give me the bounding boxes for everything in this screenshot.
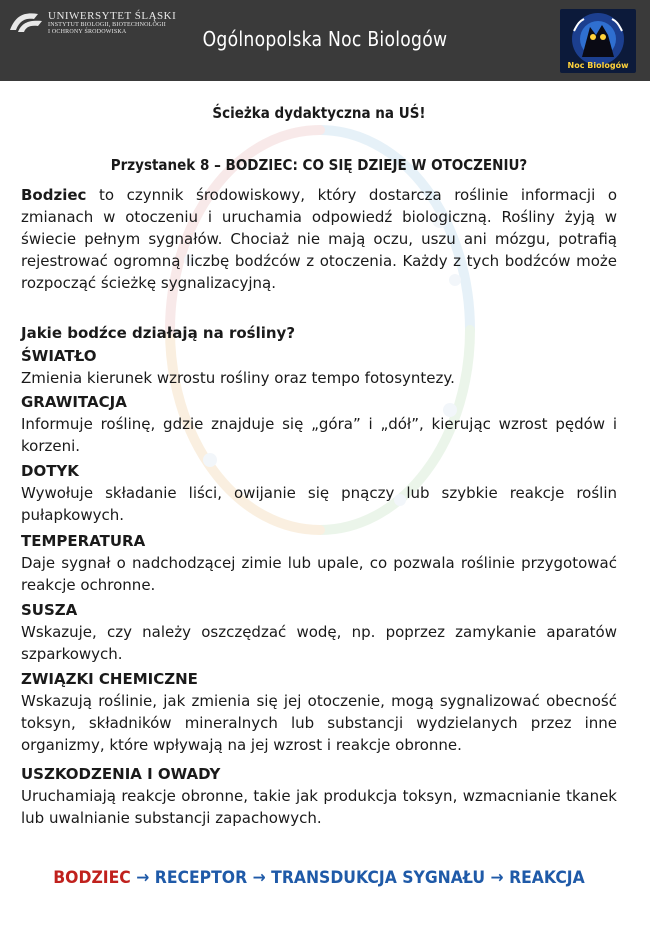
page-title: Ścieżka dydaktyczna na UŚ! bbox=[212, 104, 426, 122]
section-damage-insects bbox=[21, 763, 617, 829]
question-heading: Jakie bodźce działają na rośliny? bbox=[21, 324, 296, 342]
section-text: Wskazuje, czy należy oszczędzać wodę, np. poprzez zamykanie aparatów szparkowych. bbox=[21, 623, 617, 663]
university-name: UNIWERSYTET ŚLĄSKI bbox=[48, 10, 177, 22]
flow-arrow-icon: → bbox=[252, 868, 266, 888]
flow-step-reaction: REAKCJA bbox=[509, 868, 585, 888]
university-logo-icon bbox=[8, 10, 44, 36]
university-institute-line2: I OCHRONY ŚRODOWISKA bbox=[48, 29, 127, 35]
intro-lead-term: Bodziec bbox=[21, 186, 87, 204]
section-heading: SUSZA bbox=[21, 601, 78, 619]
section-text: Wywołuje składanie liści, owijanie się pnączy lub szybkie reakcje roślin pułapkowych. bbox=[21, 484, 617, 524]
section-heading: ZWIĄZKI CHEMICZNE bbox=[21, 670, 198, 688]
intro-text: to czynnik środowiskowy, który dostarcza roślinie informacji o zmianach w otoczeniu i uruchamia odpowiedź biologiczną. Rośliny żyją w świecie pełnym sygnałów. Chociaż nie mają oczu, uszu ani mózgu, potrafią rejestrować ogromną liczbę bodźców z otoczenia. Każdy z tych bodźców może rozpocząć ścieżkę sygnalizacyjną. bbox=[21, 186, 617, 292]
section-heading: GRAWITACJA bbox=[21, 393, 127, 411]
noc-biologow-logo bbox=[560, 9, 636, 73]
section-heading: TEMPERATURA bbox=[21, 532, 146, 550]
university-institute-line1: INSTYTUT BIOLOGII, BIOTECHNOLOGII bbox=[48, 22, 166, 28]
flow-arrow-icon: → bbox=[490, 868, 504, 888]
section-touch bbox=[21, 460, 617, 526]
flow-step-receptor: RECEPTOR bbox=[154, 868, 248, 888]
event-title: Ogólnopolska Noc Biologów bbox=[202, 27, 448, 51]
flow-arrow-icon: → bbox=[136, 868, 150, 888]
flow-step-transduction: TRANSDUKCJA SYGNAŁU bbox=[271, 868, 486, 888]
section-light bbox=[21, 345, 617, 389]
noc-logo-label: Noc Biologów bbox=[567, 61, 629, 70]
section-text: Informuje roślinę, gdzie znajduje się „góra” i „dół”, kierując wzrost pędów i korzeni. bbox=[21, 415, 617, 455]
section-text: Zmienia kierunek wzrostu rośliny oraz tempo fotosyntezy. bbox=[21, 369, 455, 387]
section-text: Wskazują roślinie, jak zmienia się jej otoczenie, mogą sygnalizować obecność toksyn, składników mineralnych lub substancji wydzielanych przez inne organizmy, które wpływają na jej wzrost i reakcje obronne. bbox=[21, 692, 617, 754]
section-heading: ŚWIATŁO bbox=[21, 347, 97, 365]
section-chemicals bbox=[21, 668, 617, 756]
section-temperature bbox=[21, 530, 617, 596]
section-heading: DOTYK bbox=[21, 462, 79, 480]
section-gravity bbox=[21, 391, 617, 457]
stop-title: Przystanek 8 – BODZIEC: CO SIĘ DZIEJE W OTOCZENIU? bbox=[110, 156, 528, 174]
section-text: Daje sygnał o nadchodzącej zimie lub upale, co pozwala roślinie przygotować reakcje ochronne. bbox=[21, 554, 617, 594]
flow-step-stimulus: BODZIEC bbox=[53, 868, 131, 888]
intro-paragraph bbox=[21, 184, 617, 294]
section-heading: USZKODZENIA I OWADY bbox=[21, 765, 221, 783]
header-bar bbox=[0, 0, 650, 81]
section-drought bbox=[21, 599, 617, 665]
section-text: Uruchamiają reakcje obronne, takie jak produkcja toksyn, wzmacnianie tkanek lub uwalnianie substancji zapachowych. bbox=[21, 787, 617, 827]
signal-pathway-flow bbox=[45, 868, 593, 888]
